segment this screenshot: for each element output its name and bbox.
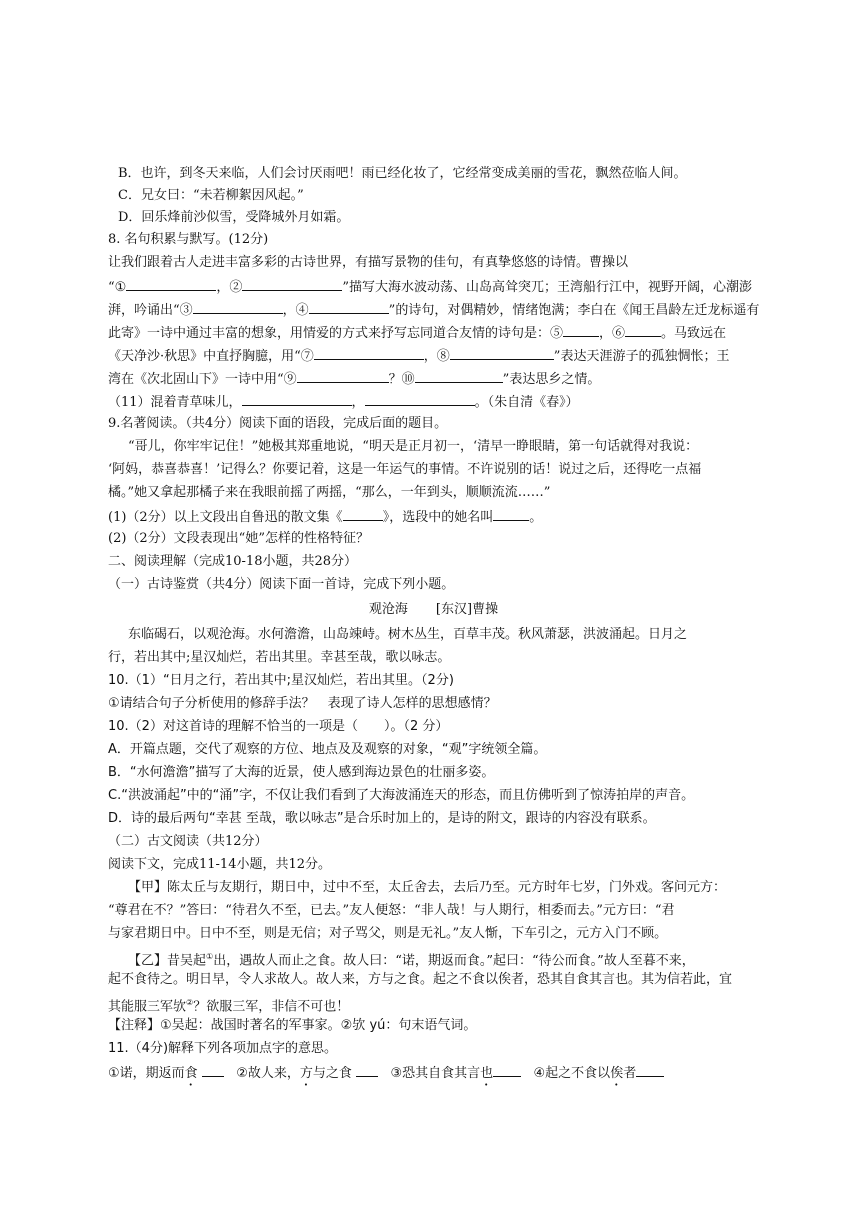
q8-line-3: [108, 299, 768, 321]
blank-11-label: （11）混着青草味儿，: [108, 395, 242, 410]
blank-2[interactable]: [242, 276, 342, 291]
name-blank[interactable]: [493, 506, 529, 521]
item-3-text: ③恐其自食其言: [390, 1066, 481, 1081]
text-jia-1: 【甲】陈太丘与友期行，期日中，过中不至，太丘舍去，去后乃至。元方时年七岁，门外戏。客问元方：: [128, 880, 727, 895]
blank-11b[interactable]: [365, 391, 475, 406]
blank-5-label: 此寄》一诗中通过丰富的想象，用情爱的方式来抒写忘同道合友情的诗句是：⑤: [108, 326, 564, 341]
text-jia-2: “尊君在不？”答曰：“待君久不至，已去。”友人便怒：“非人哉！与人期行，相委而去。”元方曰：“君: [108, 903, 675, 918]
q8-line-6: [108, 368, 768, 390]
blank-9[interactable]: [297, 368, 389, 383]
q10-1-question: ①请结合句子分析使用的修辞手法？ 表现了诗人怎样的思想感情？: [108, 696, 497, 711]
blank-1-label: “①: [108, 280, 127, 295]
q9-passage-2: ‘阿妈，恭喜恭喜！’记得么？你要记着，这是一年运气的事情。不许说别的话！说过之后，还得吃一点福: [108, 462, 702, 477]
text-yi-3a: 其能服三军欤: [108, 999, 187, 1015]
text-yi-3b: ？欲服三军，非信不可也！: [193, 999, 350, 1015]
blank-5[interactable]: [563, 322, 599, 337]
q8-line-3-tail: ”的诗句，对偶精妙，情绪饱满；李白在《闻王昌龄左迁龙标遥有: [388, 303, 760, 318]
blank-10[interactable]: [415, 368, 503, 383]
q8-line-7: [108, 391, 768, 413]
option-c: C．兄女曰：“未若柳絮因风起。”: [118, 188, 304, 203]
item-4-blank[interactable]: [636, 1062, 664, 1077]
blank-4[interactable]: [309, 299, 389, 314]
q8-line-7-tail: 。（朱自清《春》）: [474, 395, 579, 410]
q8-line-4-tail: 。马致远在: [661, 326, 727, 341]
option-b: B．也许，到冬天来临，人们会讨厌雨吧！雨已经化妆了，它经常变成美丽的雪花，飘然莅临人间。: [118, 166, 687, 181]
classical-intro: 阅读下文，完成11-14小题，共12分。: [108, 857, 332, 872]
q8-line-2: [108, 276, 768, 298]
poem-author: [东汉]曹操: [435, 602, 499, 617]
item-2-text: ②故人来，: [236, 1066, 300, 1081]
blank-8-label: ，⑧: [423, 349, 450, 364]
annotation-note: 【注释】①吴起：战国时著名的军事家。②欤 yú：句末语气词。: [108, 1018, 477, 1033]
q8-line-6-tail: ”表达思乡之情。: [502, 372, 601, 387]
section-2-heading: 二、阅读理解（完成10-18小题，共28分）: [108, 554, 358, 569]
q8-line-5: [108, 345, 768, 367]
text-yi-1a: 【乙】昔吴起: [128, 953, 207, 969]
blank-1[interactable]: [126, 276, 216, 291]
q9-sub-1-text: (1)（2分）以上文段出自鲁迅的散文集《: [108, 510, 343, 525]
q11-items: [108, 1062, 768, 1089]
item-4-text: ④起之不食以: [533, 1066, 611, 1081]
comma: ，: [351, 395, 365, 410]
item-1-dotted: 食: [184, 1066, 198, 1081]
option-d: D．回乐烽前沙似雪，受降城外月如霜。: [118, 210, 350, 225]
item-2-tail: 与之食: [312, 1066, 352, 1081]
blank-3-label: 湃，吟诵出“③: [108, 303, 193, 318]
q8-heading: 8. 名句积累与默写。(12分): [108, 232, 269, 247]
q8-line-1: 让我们跟着古人走进丰富多彩的古诗世界，有描写景物的佳句，有真挚悠悠的诗情。曹操以: [108, 255, 629, 270]
q9-sub-1: [108, 506, 768, 528]
blank-2-label: ，②: [216, 280, 243, 295]
blank-6-label: ，⑥: [599, 326, 626, 341]
item-1-blank[interactable]: [202, 1062, 224, 1077]
poem-line-1: 东临碣石，以观沧海。水何澹澹，山岛竦峙。树木丛生，百草丰茂。秋风萧瑟，洪波涌起。日月之: [128, 627, 688, 642]
blank-11a[interactable]: [242, 391, 352, 406]
q9-passage-3: 橘。”她又拿起那橘子来在我眼前摇了两摇，“那么，一年到头，顺顺流流……”: [108, 485, 551, 500]
q9-sub-1-end: 。: [529, 510, 543, 525]
q10-2-heading: 10.（2）对这首诗的理解不恰当的一项是（ ）。（2 分）: [108, 719, 449, 734]
blank-4-label: ，④: [282, 303, 309, 318]
text-yi-2: 起不食待之。明日早，令人求故人。故人来，方与之食。起之不食以俟者，恐其自食其言也。其为信若此，宜: [108, 972, 733, 987]
q10-1-heading: 10.（1）“日月之行，若出其中;星汉灿烂，若出其里。（2分): [108, 673, 454, 688]
poem-name: 观沧海: [368, 602, 408, 617]
poetry-subheading: （一）古诗鉴赏（共4分）阅读下面一首诗，完成下列小题。: [108, 577, 455, 592]
poem-title: [0, 600, 867, 620]
classical-subheading: （二）古文阅读（共12分）: [108, 834, 268, 849]
q9-sub-1-mid: 》，选段中的她名叫: [382, 510, 494, 525]
text-yi-3: [108, 993, 768, 1017]
text-jia-3: 与家君期日中。日中不至，则是无信；对子骂父，则是无礼。”友人惭，下车引之，元方入门不顾。: [108, 926, 668, 941]
item-2-dotted: 方: [299, 1066, 313, 1081]
item-1-text: ①诺，期返而: [108, 1066, 185, 1081]
blank-7-label: 《天净沙·秋思》中直抒胸臆，用“⑦: [108, 349, 314, 364]
blank-8[interactable]: [450, 345, 554, 360]
q10-option-d: D．诗的最后两句“幸甚 至哉，歌以咏志”是合乐时加上的，是诗的附文，跟诗的内容没有联系。: [108, 811, 656, 826]
item-4-dotted: 俟: [610, 1066, 624, 1081]
q10-option-b: B．“水何澹澹”描写了大海的近景，使人感到海边景色的壮丽多姿。: [108, 765, 495, 780]
poem-line-2: 行，若出其中;星汉灿烂，若出其里。幸甚至哉，歌以咏志。: [108, 650, 451, 665]
q10-option-c: C.“洪波涌起”中的“涌”字，不仅让我们看到了大海波涌连天的形态，而且仿佛听到了惊涛拍岸的声音。: [108, 788, 695, 803]
item-4-tail: 者: [623, 1066, 637, 1081]
footnote-2-marker: ②: [186, 998, 194, 1007]
q11-heading: 11.（4分)解释下列各项加点字的意思。: [108, 1041, 338, 1056]
item-3-dotted: 也: [480, 1066, 494, 1081]
q9-heading: 9.名著阅读。（共4分）阅读下面的语段，完成后面的题目。: [108, 416, 448, 431]
blank-7[interactable]: [314, 345, 424, 360]
blank-6[interactable]: [625, 322, 661, 337]
q8-line-2-tail: ”描写大海水波动荡、山岛高耸突兀；王湾船行江中，视野开阔，心潮澎: [342, 280, 752, 295]
q8-line-5-tail: ”表达天涯游子的孤独惆怅；王: [553, 349, 730, 364]
item-2-blank[interactable]: [356, 1062, 378, 1077]
q9-passage-1: “哥儿，你牢牢记住！”她极其郑重地说，“明天是正月初一，‘清早一睁眼睛，第一句话就得对我说：: [128, 439, 699, 454]
text-yi-1b: 出，遇故人而止之食。故人曰：“诺，期返而食。”起曰：“待公而食。”故人至暮不来，: [213, 953, 695, 969]
collection-blank[interactable]: [343, 506, 383, 521]
blank-3[interactable]: [193, 299, 283, 314]
blank-10-label: ？⑩: [388, 372, 415, 387]
item-3-blank[interactable]: [493, 1062, 521, 1077]
blank-9-label: 湾在《次北固山下》一诗中用“⑨: [108, 372, 297, 387]
text-yi-1: [128, 947, 788, 971]
q10-option-a: A．开篇点题，交代了观察的方位、地点及及观察的对象，“观”字统领全篇。: [108, 742, 547, 757]
q8-line-4: [108, 322, 768, 344]
footnote-1-marker: ①: [206, 952, 214, 961]
q9-sub-2: (2)（2分）文段表现出“她”怎样的性格特征？: [108, 531, 369, 546]
